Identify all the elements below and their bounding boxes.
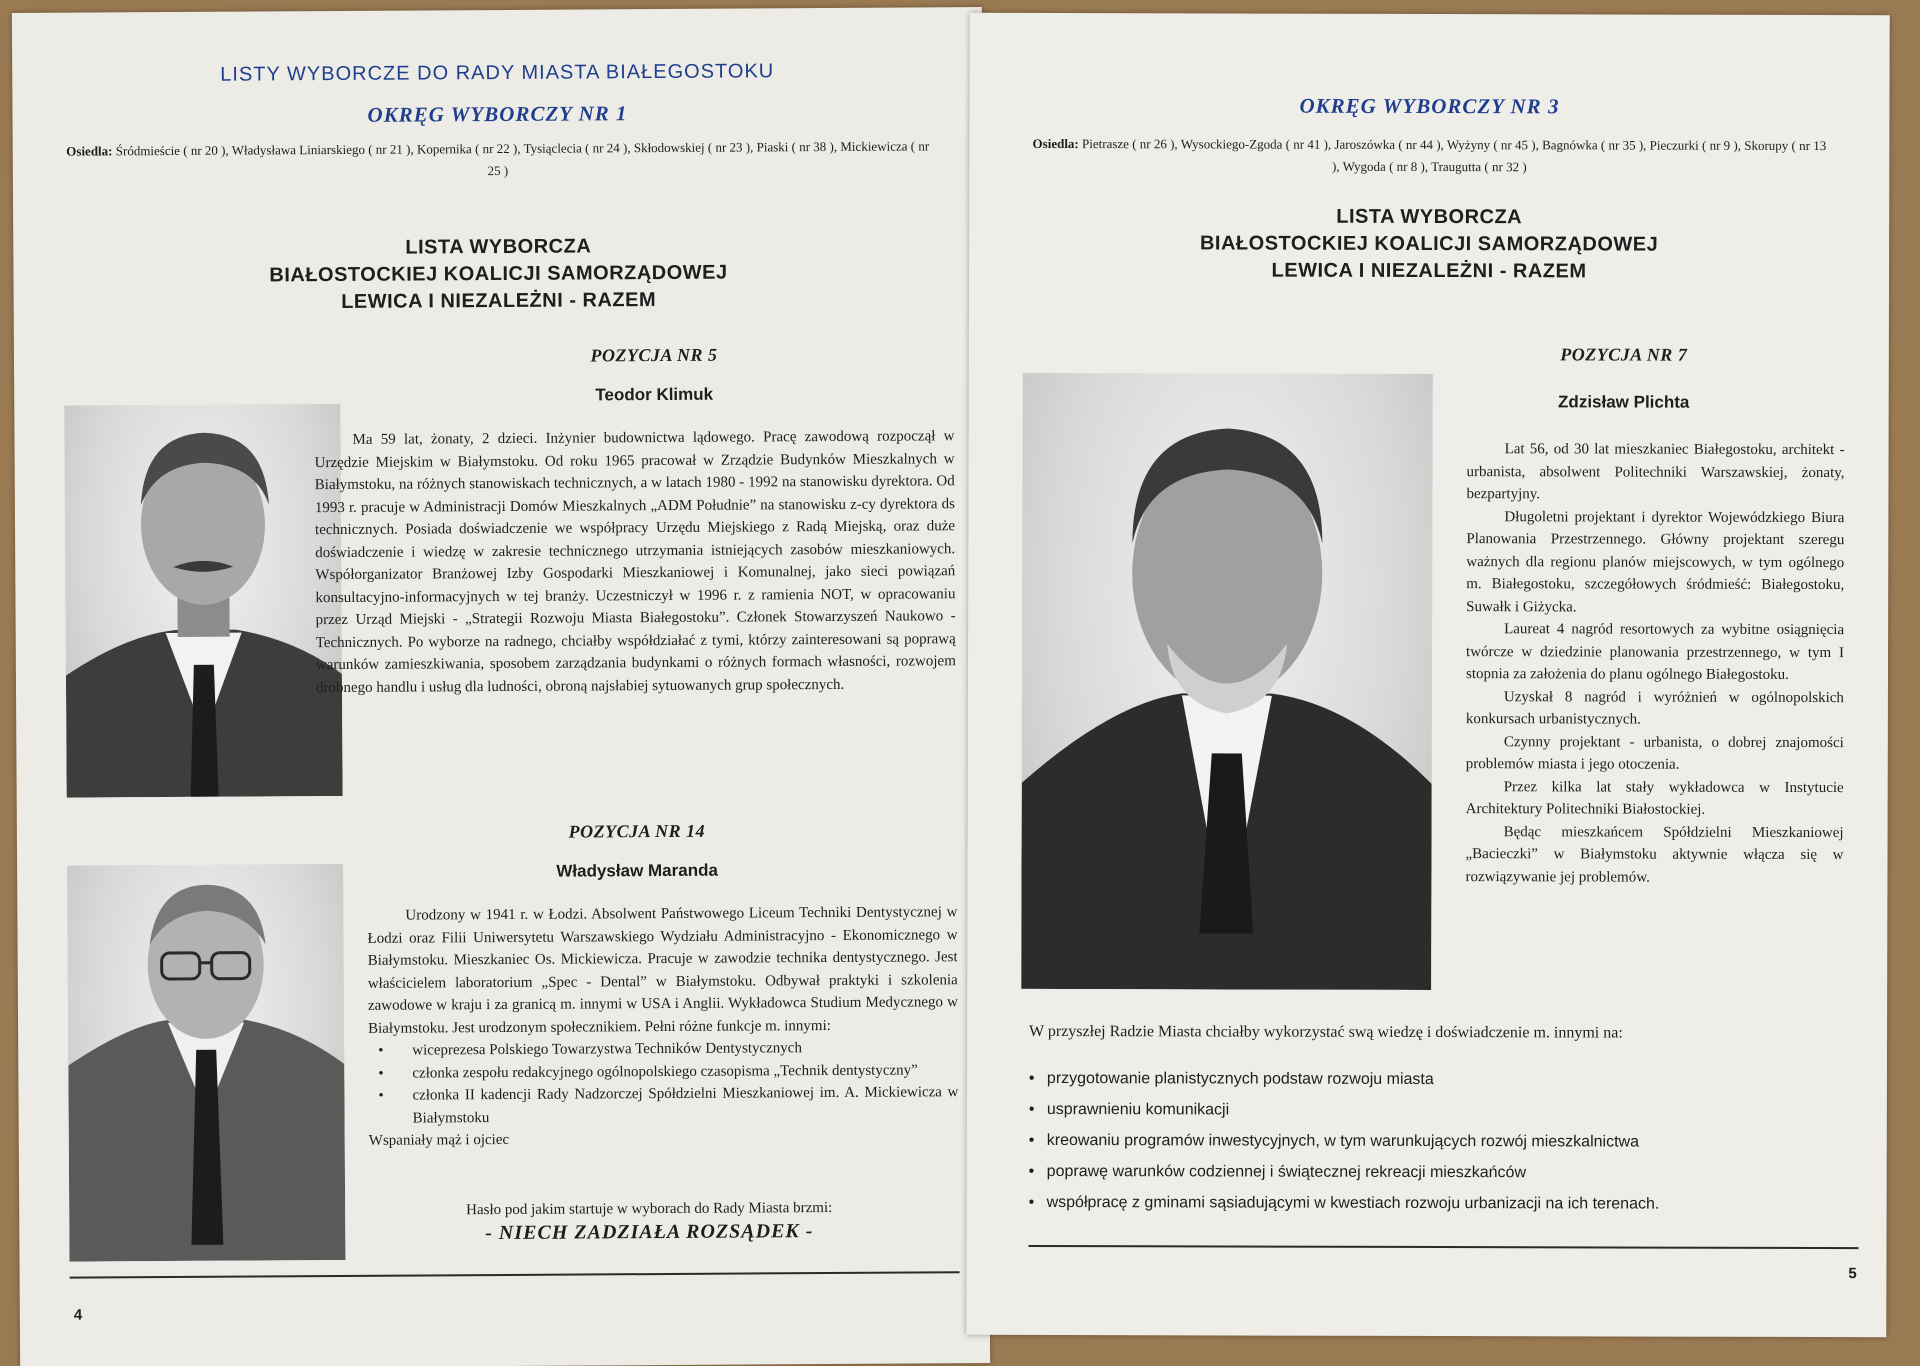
- bio-paragraph: Ma 59 lat, żonaty, 2 dzieci. Inżynier budownictwa lądowego. Pracę zawodową rozpoczął w Urzędzie Miejskim w Białymstoku. Od roku 1965 pracował w Zrządzie Budynków Mieszkalnych w Białymstoku, na różnych stanowiskach technicznych, a w latach 1980 - 1992 na stanowisku dyrektora. Od 1993 r. pracuje w Administracji Domów Mieszkalnych „ADM Południe” na stanowisku z-cy dyrektora ds technicznych. Posiada doświadczenie we współpracy Urzędu Miejskiego z Radą Miejską, oraz duże doświadczenie i wiedzę w zakresie technicznego utrzymania istniejących zasobów mieszkaniowych. Współorganizator Branżowej Izby Gospodarki Mieszkaniowej i Komunalnej, jako sieci powiązań konsultacyjno-informacyjnych w tej branży. Uczestniczył w 1996 r. z ramienia NOT, w opracowaniu przez Urząd Miejski - „Strategii Rozwoju Miasta Białegostoku”. Członek Stowarzyszeń Naukowo - Technicznych. Po wyborze na radnego, chciałby współdziałać z tymi, którzy zainteresowani są poprawą warunków zamieszkiwania, sposobem zarządzania budynkami o różnych formach własności, rozwojem drobnego handlu i usług dla ludności, obroną najsłabiej sytuowanych grup społecznych.: [314, 428, 956, 696]
- page-number: 4: [73, 1306, 83, 1324]
- bio-paragraph: Uzyskał 8 nagród i wyróżnień w ogólnopolskich konkursach urbanistycznych.: [1465, 688, 1844, 728]
- divider: [1029, 1245, 1859, 1249]
- family-note: Wspaniały mąż i ojciec: [368, 1131, 510, 1149]
- divider: [70, 1271, 960, 1278]
- list-item: • wiceprezesa Polskiego Towarzystwa Techników Dentystycznych: [378, 1036, 958, 1062]
- candidate-bio: [367, 901, 959, 1152]
- list-title-line: LEWICA I NIEZALEŻNI - RAZEM: [341, 289, 657, 313]
- list-title-line: BIAŁOSTOCKIEJ KOALICJI SAMORZĄDOWEJ: [269, 261, 728, 287]
- goals-intro: W przyszłej Radzie Miasta chciałby wykorzystać swą wiedzę i doświadczenie m. innymi na:: [1029, 1022, 1623, 1042]
- right-page: [966, 13, 1889, 1337]
- bio-paragraph: Przez kilka lat stały wykładowca w Instytucie Architektury Politechniki Białostockiej.: [1465, 778, 1844, 818]
- brochure-header: LISTY WYBORCZE DO RADY MIASTA BIAŁEGOSTOKU: [220, 60, 775, 86]
- list-title-line: LISTA WYBORCZA: [1336, 205, 1523, 229]
- slogan: - NIECH ZADZIAŁA ROZSĄDEK -: [485, 1220, 814, 1245]
- list-item: • członka zespołu redakcyjnego ogólnopolskiego czasopisma „Technik dentystyczny”: [378, 1059, 958, 1085]
- candidate-bio: [1465, 438, 1844, 889]
- estates-label: Osiedla:: [66, 143, 113, 159]
- list-title-line: BIAŁOSTOCKIEJ KOALICJI SAMORZĄDOWEJ: [1199, 232, 1659, 256]
- estates-list: [63, 135, 933, 184]
- left-page: [12, 7, 990, 1366]
- candidate-name: Władysław Maranda: [556, 860, 718, 881]
- goals-list: [1029, 1063, 1829, 1220]
- list-item: • współpracę z gminami sąsiadującymi w kwestiach rozwoju urbanizacji na ich terenach.: [1029, 1187, 1829, 1220]
- estates-label: Osiedla:: [1032, 135, 1079, 152]
- list-item: • kreowaniu programów inwestycyjnych, w tym warunkujących rozwój mieszkalnictwa: [1029, 1125, 1829, 1158]
- bio-paragraph: Czynny projektant - urbanista, o dobrej znajomości problemów miasta i jego otoczenia.: [1465, 733, 1844, 773]
- candidate-position: POZYCJA NR 7: [1560, 344, 1688, 365]
- bio-paragraph: Lat 56, od 30 lat mieszkaniec Białegostoku, architekt - urbanista, absolwent Politechniki Warszawskiej, żonaty, bezpartyjny.: [1466, 441, 1845, 503]
- bio-paragraph: Laureat 4 nagród resortowych za wybitne osiągnięcia twórcze w dziedzinie planowania przestrzennego, w tym I stopnia za założenia do planu ogólnego Białegostoku.: [1465, 621, 1845, 683]
- candidate-photo: [1021, 373, 1433, 990]
- district-title: OKRĘG WYBORCZY NR 1: [367, 101, 628, 127]
- candidate-photo: [67, 864, 345, 1262]
- bio-paragraph: Urodzony w 1941 r. w Łodzi. Absolwent Państwowego Liceum Techniki Dentystycznej w Łodzi oraz Filii Uniwersytetu Warszawskiego Wydziału Administracyjno - Ekonomicznego w Białymstoku. Mieszkaniec Os. Mickiewicza. Pracuje w zawodzie technika dentystycznego. Jest właścicielem laboratorium „Spec - Dental” w Białymstoku. Odbywał praktyki i szkolenia zawodowe w kraju i za granicą m. innymi w USA i Anglii. Wykładowca Studium Medycznego w Białymstoku. Jest urodzonym społecznikiem. Pełni różne funkcje m. innymi:: [367, 904, 958, 1037]
- candidate-name: Zdzisław Plichta: [1558, 392, 1690, 412]
- candidate-bio: [314, 425, 956, 699]
- list-item: • poprawę warunków codziennej i świątecznej rekreacji mieszkańców: [1029, 1156, 1829, 1189]
- list-item: • przygotowanie planistycznych podstaw rozwoju miasta: [1029, 1063, 1829, 1096]
- slogan-lead: Hasło pod jakim startuje w wyborach do Rady Miasta brzmi:: [466, 1199, 833, 1219]
- list-title-line: LEWICA I NIEZALEŻNI - RAZEM: [1271, 259, 1587, 283]
- district-title: OKRĘG WYBORCZY NR 3: [1299, 93, 1560, 119]
- candidate-position: POZYCJA NR 14: [568, 820, 706, 842]
- list-title: [969, 203, 1889, 286]
- candidate-position: POZYCJA NR 5: [590, 344, 718, 366]
- list-title: [13, 231, 983, 318]
- estates-list: [1029, 133, 1829, 179]
- candidate-name: Teodor Klimuk: [595, 384, 714, 405]
- candidate-photo: [64, 404, 342, 798]
- bio-paragraph: Długoletni projektant i dyrektor Wojewódzkiego Biura Planowania Przestrzennego. Główny projektant szeregu ważnych dla regionu planów miejscowych, w tym ogólnego m. Białegostoku, szczegółowych śródmieść: Białegostoku, Suwałk i Giżycka.: [1466, 508, 1845, 615]
- list-item: • członka II kadencji Rady Nadzorczej Spółdzielni Mieszkaniowej im. A. Mickiewicza w Białymstoku: [378, 1081, 958, 1130]
- list-title-line: LISTA WYBORCZA: [405, 235, 592, 259]
- bio-paragraph: Będąc mieszkańcem Spółdzielni Mieszkaniowej „Bacieczki” w Białymstoku aktywnie włącza się w rozwiązywanie jej problemów.: [1465, 823, 1844, 886]
- page-number: 5: [1848, 1265, 1857, 1283]
- estates-text: Śródmieście ( nr 20 ), Władysława Liniarskiego ( nr 21 ), Kopernika ( nr 22 ), Tysiąclecia ( nr 24 ), Skłodowskiej ( nr 23 ), Piaski ( nr 38 ), Mickiewicza ( nr 25 ): [115, 138, 930, 179]
- estates-text: Pietrasze ( nr 26 ), Wysockiego-Zgoda ( nr 41 ), Jaroszówka ( nr 44 ), Wyżyny ( nr 45 ), Bagnówka ( nr 35 ), Pieczurki ( nr 9 ), Skorupy ( nr 13 ), Wygoda ( nr 8 ), Traugutta ( nr 32 ): [1082, 136, 1827, 175]
- list-item: • usprawnieniu komunikacji: [1029, 1094, 1829, 1127]
- functions-list: [378, 1036, 959, 1130]
